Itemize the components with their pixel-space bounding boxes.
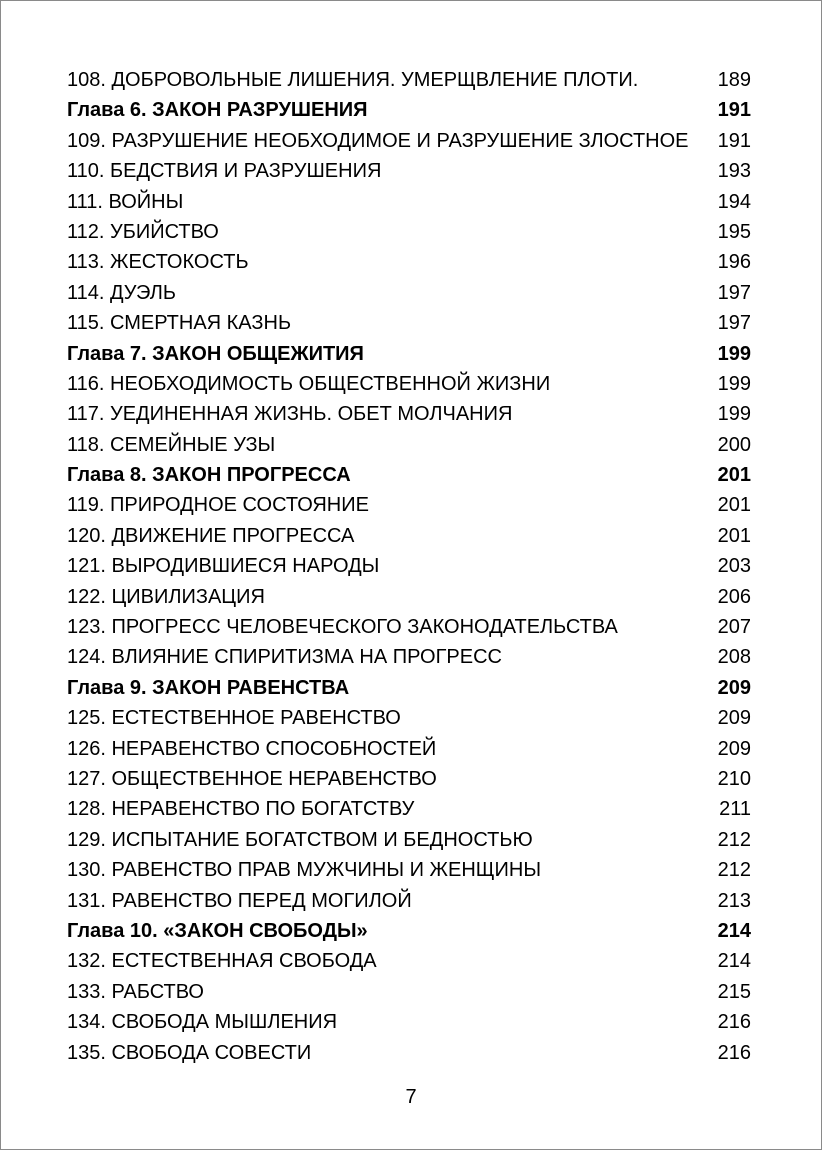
chapter-title: Глава 7. ЗАКОН ОБЩЕЖИТИЯ bbox=[67, 342, 364, 365]
toc-entry-row bbox=[67, 703, 751, 733]
entry-page-number: 199 bbox=[717, 403, 751, 426]
toc-chapter-row bbox=[67, 916, 751, 946]
entry-title: 113. ЖЕСТОКОСТЬ bbox=[67, 251, 249, 274]
entry-title: 117. УЕДИНЕННАЯ ЖИЗНЬ. ОБЕТ МОЛЧАНИЯ bbox=[67, 403, 513, 426]
entry-page-number: 211 bbox=[719, 798, 751, 821]
entry-title: 129. ИСПЫТАНИЕ БОГАТСТВОМ И БЕДНОСТЬЮ bbox=[67, 828, 533, 851]
toc-entry-row bbox=[67, 1007, 751, 1037]
entry-title: 110. БЕДСТВИЯ И РАЗРУШЕНИЯ bbox=[67, 160, 382, 183]
entry-page-number: 208 bbox=[717, 646, 751, 669]
entry-title: 128. НЕРАВЕНСТВО ПО БОГАТСТВУ bbox=[67, 798, 415, 821]
entry-title: 135. СВОБОДА СОВЕСТИ bbox=[67, 1041, 312, 1064]
toc-entry-row bbox=[67, 764, 751, 794]
toc-entry-row bbox=[67, 855, 751, 885]
toc-entry-row bbox=[67, 946, 751, 976]
entry-title: 127. ОБЩЕСТВЕННОЕ НЕРАВЕНСТВО bbox=[67, 767, 437, 790]
entry-page-number: 213 bbox=[717, 889, 751, 912]
toc-entry-row bbox=[67, 551, 751, 581]
entry-title: 122. ЦИВИЛИЗАЦИЯ bbox=[67, 585, 265, 608]
entry-page-number: 201 bbox=[717, 524, 751, 547]
entry-page-number: 212 bbox=[717, 859, 751, 882]
entry-title: 125. ЕСТЕСТВЕННОЕ РАВЕНСТВО bbox=[67, 707, 401, 730]
entry-title: 131. РАВЕНСТВО ПЕРЕД МОГИЛОЙ bbox=[67, 889, 412, 912]
entry-page-number: 191 bbox=[717, 129, 751, 152]
entry-page-number: 210 bbox=[717, 767, 751, 790]
entry-page-number: 195 bbox=[717, 220, 751, 243]
toc-entry-row bbox=[67, 217, 751, 247]
entry-title: 121. ВЫРОДИВШИЕСЯ НАРОДЫ bbox=[67, 555, 380, 578]
toc-entry-row bbox=[67, 278, 751, 308]
entry-page-number: 191 bbox=[717, 99, 751, 122]
entry-title: 115. СМЕРТНАЯ КАЗНЬ bbox=[67, 312, 292, 335]
toc-entry-row bbox=[67, 187, 751, 217]
toc-entry-row bbox=[67, 1038, 751, 1068]
page-number: 7 bbox=[405, 1086, 417, 1108]
entry-page-number: 193 bbox=[717, 160, 751, 183]
entry-page-number: 209 bbox=[717, 676, 751, 699]
toc-chapter-row bbox=[67, 339, 751, 369]
entry-page-number: 216 bbox=[717, 1041, 751, 1064]
entry-title: 116. НЕОБХОДИМОСТЬ ОБЩЕСТВЕННОЙ ЖИЗНИ bbox=[67, 372, 551, 395]
entry-page-number: 209 bbox=[717, 737, 751, 760]
entry-page-number: 207 bbox=[717, 616, 751, 639]
toc-entry-row bbox=[67, 521, 751, 551]
toc-entry-row bbox=[67, 582, 751, 612]
entry-title: 108. ДОБРОВОЛЬНЫЕ ЛИШЕНИЯ. УМЕРЩВЛЕНИЕ ПЛОТИ. bbox=[67, 69, 639, 91]
toc-entry-row bbox=[67, 886, 751, 916]
entry-page-number: 199 bbox=[717, 342, 751, 365]
entry-page-number: 215 bbox=[717, 980, 751, 1003]
chapter-title: Глава 8. ЗАКОН ПРОГРЕССА bbox=[67, 464, 351, 487]
toc-entry-row bbox=[67, 977, 751, 1007]
entry-page-number: 189 bbox=[717, 69, 751, 91]
toc-entry-row bbox=[67, 156, 751, 186]
toc-chapter-row bbox=[67, 673, 751, 703]
toc-entry-row bbox=[67, 369, 751, 399]
entry-page-number: 203 bbox=[717, 555, 751, 578]
entry-page-number: 197 bbox=[717, 281, 751, 304]
toc-entry-row bbox=[67, 399, 751, 429]
toc-chapter-row bbox=[67, 460, 751, 490]
toc-entry-row bbox=[67, 825, 751, 855]
chapter-title: Глава 10. «ЗАКОН СВОБОДЫ» bbox=[67, 919, 368, 942]
entry-page-number: 201 bbox=[717, 464, 751, 487]
entry-title: 132. ЕСТЕСТВЕННАЯ СВОБОДА bbox=[67, 950, 377, 973]
entry-title: 124. ВЛИЯНИЕ СПИРИТИЗМА НА ПРОГРЕСС bbox=[67, 646, 502, 669]
toc-entry-row bbox=[67, 126, 751, 156]
entry-page-number: 212 bbox=[717, 828, 751, 851]
chapter-title: Глава 9. ЗАКОН РАВЕНСТВА bbox=[67, 676, 350, 699]
entry-page-number: 209 bbox=[717, 707, 751, 730]
toc-entry-row bbox=[67, 642, 751, 672]
entry-title: 114. ДУЭЛЬ bbox=[67, 281, 176, 304]
toc-chapter-row bbox=[67, 95, 751, 125]
table-of-contents bbox=[67, 65, 751, 1068]
toc-entry-row bbox=[67, 612, 751, 642]
toc-entry-row bbox=[67, 308, 751, 338]
toc-entry-row bbox=[67, 490, 751, 520]
entry-title: 134. СВОБОДА МЫШЛЕНИЯ bbox=[67, 1011, 338, 1034]
toc-entry-row bbox=[67, 734, 751, 764]
entry-title: 123. ПРОГРЕСС ЧЕЛОВЕЧЕСКОГО ЗАКОНОДАТЕЛЬСТВА bbox=[67, 616, 618, 639]
entry-page-number: 196 bbox=[717, 251, 751, 274]
toc-entry-row bbox=[67, 65, 751, 95]
entry-title: 126. НЕРАВЕНСТВО СПОСОБНОСТЕЙ bbox=[67, 737, 437, 760]
entry-page-number: 194 bbox=[717, 190, 751, 213]
chapter-title: Глава 6. ЗАКОН РАЗРУШЕНИЯ bbox=[67, 99, 368, 122]
toc-entry-row bbox=[67, 430, 751, 460]
entry-page-number: 200 bbox=[717, 433, 751, 456]
entry-page-number: 199 bbox=[717, 372, 751, 395]
entry-page-number: 206 bbox=[717, 585, 751, 608]
toc-entry-row bbox=[67, 247, 751, 277]
entry-title: 119. ПРИРОДНОЕ СОСТОЯНИЕ bbox=[67, 494, 369, 517]
entry-page-number: 216 bbox=[717, 1011, 751, 1034]
entry-page-number: 214 bbox=[717, 919, 751, 942]
entry-title: 133. РАБСТВО bbox=[67, 980, 204, 1003]
entry-title: 112. УБИЙСТВО bbox=[67, 220, 219, 243]
entry-page-number: 201 bbox=[717, 494, 751, 517]
toc-entry-row bbox=[67, 794, 751, 824]
entry-page-number: 197 bbox=[717, 312, 751, 335]
entry-page-number: 214 bbox=[717, 950, 751, 973]
entry-title: 109. РАЗРУШЕНИЕ НЕОБХОДИМОЕ И РАЗРУШЕНИЕ ЗЛОСТНОЕ bbox=[67, 129, 689, 152]
entry-title: 130. РАВЕНСТВО ПРАВ МУЖЧИНЫ И ЖЕНЩИНЫ bbox=[67, 859, 542, 882]
entry-title: 111. ВОЙНЫ bbox=[67, 190, 184, 213]
entry-title: 120. ДВИЖЕНИЕ ПРОГРЕССА bbox=[67, 524, 355, 547]
entry-title: 118. СЕМЕЙНЫЕ УЗЫ bbox=[67, 433, 276, 456]
